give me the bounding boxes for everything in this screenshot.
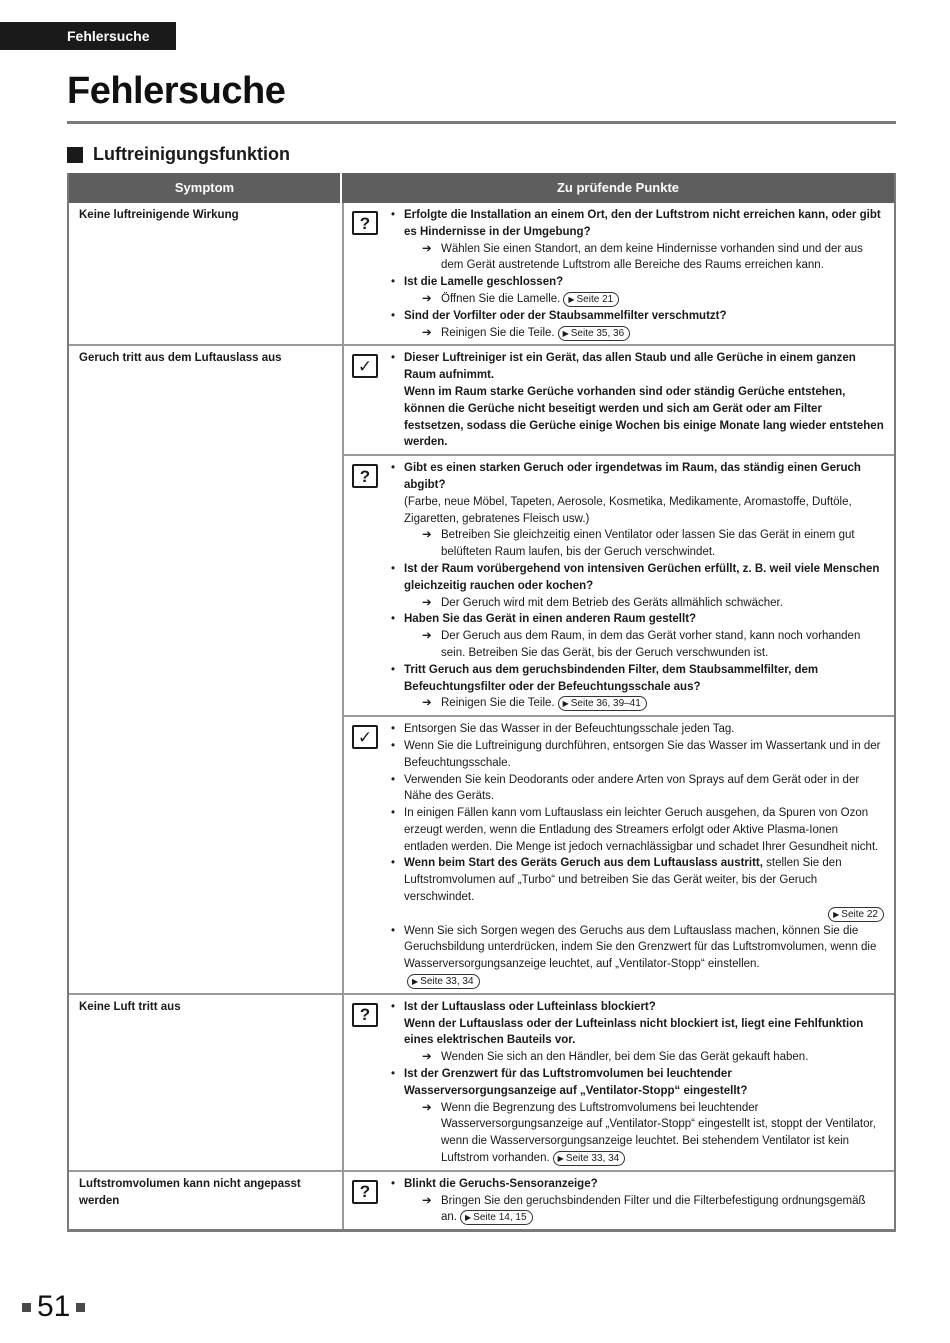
troubleshooting-table bbox=[67, 173, 896, 1232]
note-item bbox=[389, 923, 884, 990]
page-reference-link[interactable] bbox=[563, 292, 619, 307]
page-reference-text: Seite 22 bbox=[841, 908, 878, 920]
page-number bbox=[16, 1290, 91, 1324]
symptom-cell: Keine luftreinigende Wirkung bbox=[69, 203, 344, 344]
remedy-text: Der Geruch aus dem Raum, in dem das Gerät vorher stand, kann noch vorhanden sein. Betreiben Sie das Gerät, bis der Geruch verschwunden ist. bbox=[441, 630, 861, 659]
column-header-checks: Zu prüfende Punkte bbox=[556, 180, 680, 195]
arrow-right-icon: ➔ bbox=[422, 596, 432, 609]
remedy-item bbox=[404, 1193, 884, 1227]
remedy-text: Reinigen Sie die Teile. bbox=[441, 697, 555, 710]
remedy-item bbox=[404, 241, 884, 275]
note-bold-text: Wenn beim Start des Geräts Geruch aus dem Luftauslass austritt, bbox=[404, 857, 763, 870]
question-icon: ? bbox=[352, 464, 378, 488]
remedy-item bbox=[404, 527, 884, 561]
check-content bbox=[389, 207, 884, 341]
table-row bbox=[69, 1170, 894, 1229]
check-content bbox=[389, 460, 884, 712]
icon-cell bbox=[344, 350, 389, 451]
question-icon: ? bbox=[352, 211, 378, 235]
symptom-cell: Luftstromvolumen kann nicht angepasst werden bbox=[69, 1172, 344, 1229]
page-reference-link[interactable] bbox=[553, 1151, 626, 1166]
note-text: Wenn Sie sich Sorgen wegen des Geruchs aus dem Luftauslass machen, können Sie die Geruchsbildung unterdrücken, indem Sie den Grenzwert für das Luftstromvolumen, wenn die Wasserversorgungsanzeige leuchtet, auf „Ventilator-Stopp“ einstellen. bbox=[404, 924, 877, 971]
icon-cell bbox=[344, 460, 389, 712]
note-text: Wenn Sie die Luftreinigung durchführen, entsorgen Sie das Wasser im Wassertank und in der Befeuchtungsschale. bbox=[404, 739, 881, 769]
remedy-text: Wenn die Begrenzung des Luftstromvolumens bei leuchtender Wasserversorgungsanzeige auf „Ventilator-Stopp“ eingestellt ist, stoppt der Ventilator, wenn die Wasserversorgungsanzeige leuchtet. Bei stehendem Ventilator ist kein Luftstrom vorhanden. bbox=[441, 1101, 876, 1165]
check-content bbox=[389, 999, 884, 1167]
check-block bbox=[344, 1172, 894, 1229]
check-item bbox=[389, 308, 884, 342]
note-item bbox=[389, 738, 884, 772]
remedy-text: Betreiben Sie gleichzeitig einen Ventilator oder lassen Sie das Gerät in einem gut belüfteten Raum laufen, bis der Geruch verschwindet. bbox=[441, 529, 855, 559]
check-item bbox=[389, 1176, 884, 1226]
checks-cell bbox=[344, 1172, 894, 1229]
remedy-text: Wenden Sie sich an den Händler, bei dem Sie das Gerät gekauft haben. bbox=[441, 1051, 809, 1064]
question-extra: Wenn der Luftauslass oder der Lufteinlass nicht blockiert ist, liegt eine Fehlfunktion eines elektrischen Bauteils vor. bbox=[404, 1017, 864, 1047]
check-item bbox=[389, 561, 884, 611]
title-divider bbox=[67, 121, 896, 124]
play-triangle-icon: ▶ bbox=[568, 294, 575, 304]
play-triangle-icon: ▶ bbox=[833, 909, 840, 919]
question-text: • Haben Sie das Gerät in einen anderen Raum gestellt? bbox=[404, 613, 697, 626]
checks-cell bbox=[344, 995, 894, 1170]
page-marker-right bbox=[76, 1303, 85, 1312]
question-text: • Sind der Vorfilter oder der Staubsammelfilter verschmutzt? bbox=[404, 309, 727, 322]
table-row bbox=[69, 203, 894, 344]
question-text: • Blinkt die Geruchs-Sensoranzeige? bbox=[404, 1177, 598, 1190]
play-triangle-icon: ▶ bbox=[465, 1213, 472, 1223]
check-item bbox=[389, 274, 884, 308]
arrow-right-icon: ➔ bbox=[422, 1194, 432, 1207]
page-title: Fehlersuche bbox=[67, 70, 286, 112]
check-content bbox=[389, 721, 884, 990]
page-reference-text: Seite 33, 34 bbox=[565, 1153, 620, 1165]
check-icon: ✓ bbox=[352, 725, 378, 749]
question-text: • Erfolgte die Installation an einem Ort, den der Luftstrom nicht erreichen kann, oder gibt es Hindernisse in der Umgebung? bbox=[404, 209, 881, 238]
remedy-item bbox=[404, 595, 884, 612]
check-content bbox=[389, 1176, 884, 1226]
note-item bbox=[389, 805, 884, 855]
checks-cell bbox=[344, 346, 894, 992]
page-reference-text: Seite 33, 34 bbox=[420, 976, 474, 988]
check-item bbox=[389, 460, 884, 561]
question-text: • Tritt Geruch aus dem geruchsbindenden Filter, dem Staubsammelfilter, dem Befeuchtungsfilter oder der Befeuchtungsschale aus? bbox=[404, 663, 819, 693]
arrow-right-icon: ➔ bbox=[422, 630, 432, 643]
play-triangle-icon: ▶ bbox=[562, 699, 569, 709]
question-icon: ? bbox=[352, 1003, 378, 1027]
remedy-item bbox=[404, 628, 884, 662]
check-item bbox=[389, 1066, 884, 1167]
page-reference-row bbox=[404, 906, 884, 923]
arrow-right-icon: ➔ bbox=[422, 529, 432, 542]
question-icon: ? bbox=[352, 1180, 378, 1204]
column-header-symptom: Symptom bbox=[69, 173, 342, 203]
page-reference-link[interactable] bbox=[407, 974, 480, 989]
page-reference-text: Seite 14, 15 bbox=[473, 1212, 527, 1224]
table-body bbox=[69, 203, 894, 1229]
check-item bbox=[389, 207, 884, 274]
page-reference-link[interactable] bbox=[558, 696, 647, 711]
remedy-item bbox=[404, 291, 884, 308]
check-block bbox=[344, 995, 894, 1170]
section-tab: Fehlersuche bbox=[0, 22, 176, 50]
question-text: • Dieser Luftreiniger ist ein Gerät, das allen Staub und alle Gerüche in einem ganzen Raum aufnimmt. bbox=[404, 352, 856, 382]
page-reference-link[interactable] bbox=[460, 1210, 533, 1225]
page-reference-link[interactable] bbox=[558, 326, 631, 341]
page-marker-left bbox=[22, 1303, 31, 1312]
question-note: (Farbe, neue Möbel, Tapeten, Aerosole, Kosmetika, Medikamente, Aromastoffe, Duftöle, Zigaretten, gebratenes Fleisch usw.) bbox=[404, 495, 852, 525]
remedy-text: Reinigen Sie die Teile. bbox=[441, 326, 555, 339]
remedy-item bbox=[404, 1100, 884, 1167]
checks-cell bbox=[344, 203, 894, 344]
question-text: • Gibt es einen starken Geruch oder irgendetwas im Raum, das ständig einen Geruch abgibt? bbox=[404, 462, 861, 491]
play-triangle-icon: ▶ bbox=[557, 1154, 564, 1164]
remedy-text: Öffnen Sie die Lamelle. bbox=[441, 292, 561, 305]
question-extra: Wenn im Raum starke Gerüche vorhanden sind oder ständig Gerüche entstehen, können die Gerüche nicht beseitigt werden und sich am Gerät oder am Filter festsetzen, sodass die Gerüche einige Wochen bis einige Monate lang wieder entstehen werden. bbox=[404, 385, 884, 449]
remedy-item bbox=[404, 1049, 884, 1066]
page-reference-text: Seite 21 bbox=[576, 293, 614, 305]
check-content bbox=[389, 350, 884, 451]
play-triangle-icon: ▶ bbox=[412, 977, 419, 987]
question-text: • Ist der Raum vorübergehend von intensiven Gerüchen erfüllt, z. B. weil viele Menschen gleichzeitig rauchen oder kochen? bbox=[404, 562, 880, 592]
note-text: stellen Sie den Luftstromvolumen auf „Turbo“ und betreiben Sie das Gerät weiter, bis der Geruch verschwindet. bbox=[404, 857, 842, 904]
remedy-item bbox=[404, 695, 884, 712]
note-text: Entsorgen Sie das Wasser in der Befeuchtungsschale jeden Tag. bbox=[404, 723, 735, 736]
question-text: • Ist der Luftauslass oder Lufteinlass blockiert? bbox=[404, 1000, 656, 1013]
page-reference-text: Seite 35, 36 bbox=[570, 327, 625, 339]
note-text: In einigen Fällen kann vom Luftauslass ein leichter Geruch ausgehen, da Spuren von Ozon erzeugt werden, wenn die Entladung des Streamers erfolgt oder Aktive Plasma-Ionen entladen werden. Die Menge ist jedoch vernachlässigbar und schadet Ihrer Gesundheit nicht. bbox=[404, 807, 879, 853]
table-row bbox=[69, 344, 894, 992]
table-header bbox=[69, 173, 894, 203]
remedy-item bbox=[404, 325, 884, 342]
icon-cell bbox=[344, 999, 389, 1167]
icon-cell bbox=[344, 721, 389, 990]
symptom-cell: Keine Luft tritt aus bbox=[69, 995, 344, 1170]
play-triangle-icon: ▶ bbox=[562, 328, 569, 338]
table-row bbox=[69, 993, 894, 1170]
arrow-right-icon: ➔ bbox=[422, 1051, 432, 1064]
section-heading bbox=[67, 144, 290, 165]
question-text: • Ist die Lamelle geschlossen? bbox=[404, 276, 564, 289]
check-item bbox=[389, 662, 884, 712]
remedy-text: Der Geruch wird mit dem Betrieb des Geräts allmählich schwächer. bbox=[441, 596, 783, 609]
icon-cell bbox=[344, 1176, 389, 1226]
icon-cell bbox=[344, 207, 389, 341]
check-icon: ✓ bbox=[352, 354, 378, 378]
check-block bbox=[344, 203, 894, 344]
note-item bbox=[389, 772, 884, 806]
check-item bbox=[389, 999, 884, 1066]
page-number-text: 51 bbox=[37, 1290, 71, 1323]
check-block bbox=[344, 454, 894, 715]
note-item bbox=[389, 855, 884, 922]
page-reference-row bbox=[404, 973, 884, 990]
arrow-right-icon: ➔ bbox=[422, 1101, 432, 1114]
check-item bbox=[389, 611, 884, 661]
section-heading-text: Luftreinigungsfunktion bbox=[93, 144, 290, 164]
check-block bbox=[344, 346, 894, 454]
arrow-right-icon: ➔ bbox=[422, 326, 432, 339]
arrow-right-icon: ➔ bbox=[422, 697, 432, 710]
page-reference-link[interactable] bbox=[828, 907, 884, 922]
page-reference-text: Seite 36, 39–41 bbox=[570, 698, 641, 710]
check-item bbox=[389, 350, 884, 451]
remedy-text: Wählen Sie einen Standort, an dem keine Hindernisse vorhanden sind und der aus dem Gerät austretende Luftstrom alle Bereiche des Raums erreichen kann. bbox=[441, 242, 863, 272]
note-item bbox=[389, 721, 884, 738]
arrow-right-icon: ➔ bbox=[422, 242, 432, 255]
arrow-right-icon: ➔ bbox=[422, 292, 432, 305]
remedy-text: Bringen Sie den geruchsbindenden Filter und die Filterbefestigung ordnungsgemäß an. bbox=[441, 1194, 866, 1224]
question-text: • Ist der Grenzwert für das Luftstromvolumen bei leuchtender Wasserversorgungsanzeige auf „Ventilator-Stopp“ eingestellt? bbox=[404, 1068, 748, 1097]
note-text: Verwenden Sie kein Deodorants oder andere Arten von Sprays auf dem Gerät oder in der Nähe des Geräts. bbox=[404, 773, 860, 803]
square-bullet-icon bbox=[67, 147, 83, 163]
symptom-cell: Geruch tritt aus dem Luftauslass aus bbox=[69, 346, 344, 992]
check-block bbox=[344, 715, 894, 993]
